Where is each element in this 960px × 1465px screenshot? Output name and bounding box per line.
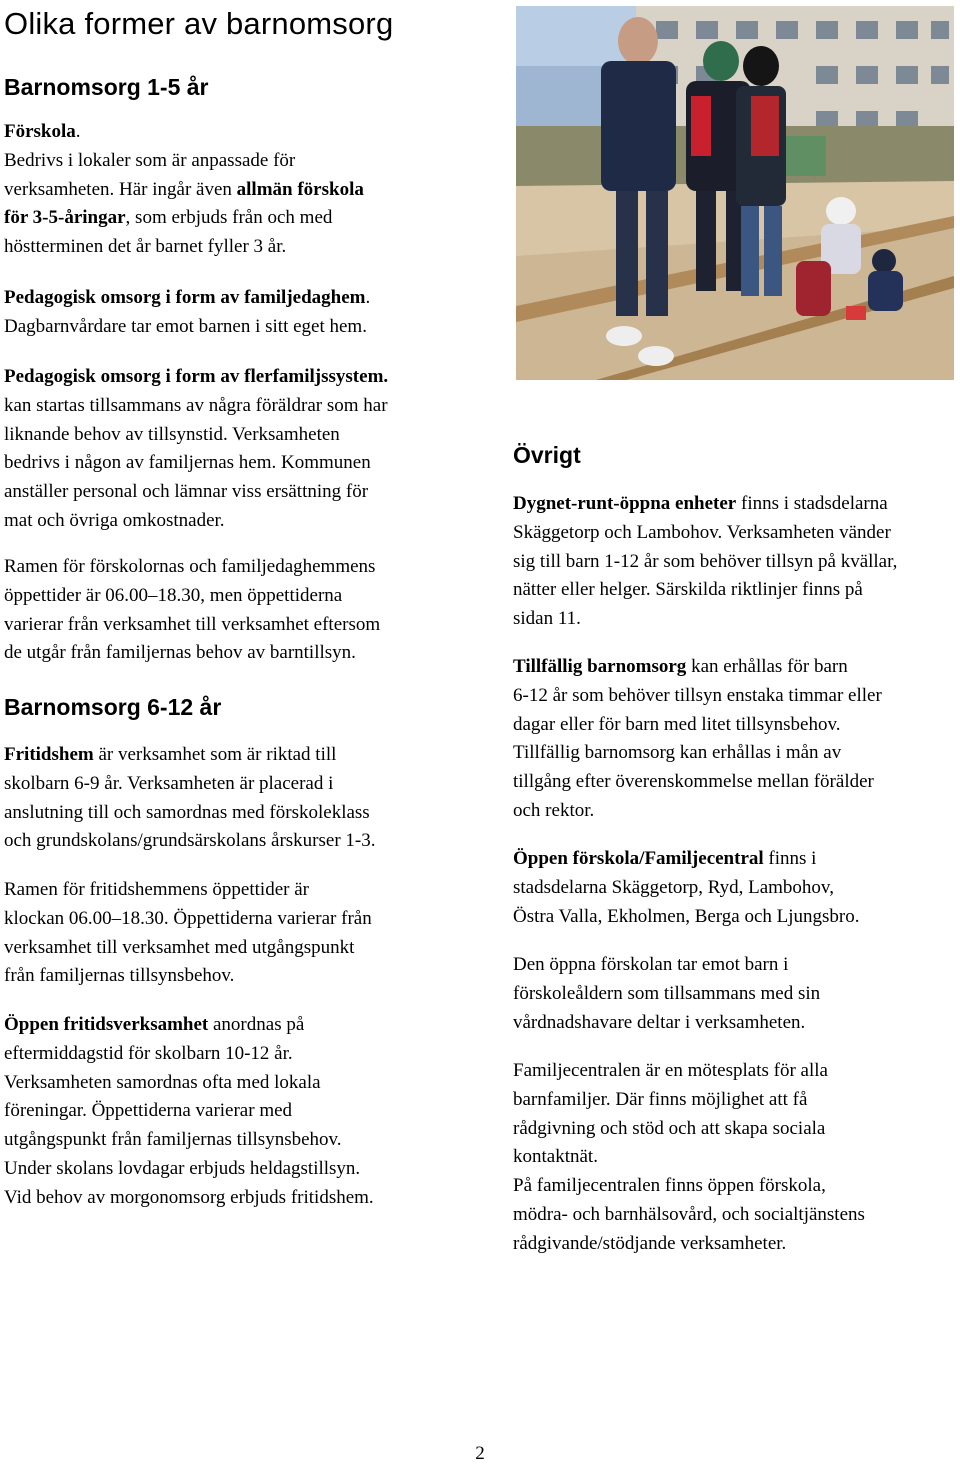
familjecentralen-line-2: barnfamiljer. Där finns möjlighet att få: [513, 1088, 808, 1110]
page-number: 2: [475, 1443, 485, 1464]
familjecentralen-line-6: mödra- och barnhälsovård, och socialtjänstens: [513, 1203, 865, 1225]
flerfamilj-line-1: [4, 363, 504, 392]
tillfallig-line-4: Tillfällig barnomsorg kan erhållas i mån av: [513, 742, 842, 764]
forskola-line-2: Bedrivs i lokaler som är anpassade för: [4, 149, 296, 171]
familjecentralen-line-3: rådgivning och stöd och att skapa sociala: [513, 1117, 826, 1139]
flerfamilj-heading: Pedagogisk omsorg i form av flerfamiljssystem.: [4, 366, 389, 387]
section-ramen-fritidshem: [4, 876, 504, 991]
fritidshem-heading: Fritidshem: [4, 744, 94, 765]
oppen-fritids-line-2: eftermiddagstid för skolbarn 10-12 år.: [4, 1042, 293, 1064]
section-ramen-forskola: [4, 553, 504, 668]
flerfamilj-line-6: mat och övriga omkostnader.: [4, 509, 225, 531]
section-tillfallig-barnomsorg: [513, 653, 958, 826]
flerfamilj-line-4: bedrivs i någon av familjernas hem. Kommunen: [4, 452, 371, 474]
flerfamilj-line-3: liknande behov av tillsynstid. Verksamheten: [4, 423, 340, 445]
familjedaghem-line-2: Dagbarnvårdare tar emot barnen i sitt eget hem.: [4, 315, 367, 337]
dygnet-line-5: sidan 11.: [513, 608, 581, 630]
oppen-forskola-line-1: Öppen förskola/Familjecentral finns i: [513, 848, 817, 869]
fritidshem-line-4: och grundskolans/grundsärskolans årskurser 1-3.: [4, 830, 376, 852]
flerfamilj-line-2: kan startas tillsammans av några föräldrar som har: [4, 394, 388, 416]
tillfallig-heading: Tillfällig barnomsorg: [513, 656, 687, 677]
section-dygnet-runt: [513, 490, 958, 634]
children-playground-photo: [516, 6, 954, 380]
forskola-line-1: Förskola.: [4, 121, 81, 142]
heading-barnomsorg-1-5: Barnomsorg 1-5 år: [4, 74, 209, 100]
fritidshem-line-1: Fritidshem är verksamhet som är riktad till: [4, 744, 337, 765]
tillfallig-line-6: och rektor.: [513, 799, 595, 821]
oppen-forskola-heading: Öppen förskola/Familjecentral: [513, 848, 764, 869]
section-oppen-forskola: [513, 845, 958, 931]
dygnet-line-1: Dygnet-runt-öppna enheter finns i stadsdelarna: [513, 493, 888, 514]
oppen-fritids-heading: Öppen fritidsverksamhet: [4, 1014, 209, 1035]
dygnet-heading: Dygnet-runt-öppna enheter: [513, 493, 737, 514]
familjecentralen-line-1: Familjecentralen är en mötesplats för alla: [513, 1060, 828, 1081]
tillfallig-line-2: 6-12 år som behöver tillsyn enstaka timmar eller: [513, 684, 882, 706]
oppen-forskola-line-3: Östra Valla, Ekholmen, Berga och Ljungsbro.: [513, 905, 860, 927]
oppen-forskola-line-2: stadsdelarna Skäggetorp, Ryd, Lambohov,: [513, 876, 834, 898]
ramen1-line-3: varierar från verksamhet till verksamhet eftersom: [4, 613, 381, 635]
dygnet-line-2: Skäggetorp och Lambohov. Verksamheten vänder: [513, 521, 891, 543]
section-familjedaghem: [4, 284, 504, 342]
ramen1-line-2: öppettider är 06.00–18.30, men öppettiderna: [4, 584, 343, 606]
forskola-line-3: verksamheten. Här ingår även allmän förskola: [4, 178, 364, 200]
oppen-fritids-line-7: Vid behov av morgonomsorg erbjuds fritidshem.: [4, 1186, 374, 1208]
ramen2-line-2: klockan 06.00–18.30. Öppettiderna varierar från: [4, 907, 372, 929]
familjedaghem-heading: Pedagogisk omsorg i form av familjedaghem: [4, 287, 366, 308]
den-oppna-line-2: förskoleåldern som tillsammans med sin: [513, 982, 821, 1004]
familjecentralen-line-4: kontaktnät.: [513, 1146, 598, 1168]
ramen1-line-4: de utgår från familjernas behov av barntillsyn.: [4, 642, 356, 664]
fritidshem-line-2: skolbarn 6-9 år. Verksamheten är placerad i: [4, 772, 334, 794]
tillfallig-line-3: dagar eller för barn med litet tillsynsbehov.: [513, 713, 841, 735]
ramen1-line-1: Ramen för förskolornas och familjedaghemmens: [4, 556, 376, 577]
den-oppna-line-3: vårdnadshavare deltar i verksamheten.: [513, 1011, 806, 1033]
photo-illustration: [516, 6, 954, 380]
oppen-fritids-line-6: Under skolans lovdagar erbjuds heldagstillsyn.: [4, 1157, 361, 1179]
ramen2-line-1: Ramen för fritidshemmens öppettider är: [4, 879, 309, 900]
familjecentralen-line-5: På familjecentralen finns öppen förskola,: [513, 1175, 826, 1197]
heading-barnomsorg-6-12: Barnomsorg 6-12 år: [4, 694, 222, 720]
oppen-fritids-line-4: föreningar. Öppettiderna varierar med: [4, 1100, 293, 1122]
familjedaghem-line-1: Pedagogisk omsorg i form av familjedaghem.: [4, 287, 371, 308]
ramen2-line-3: verksamhet till verksamhet med utgångspunkt: [4, 936, 355, 958]
heading-ovrigt: Övrigt: [513, 442, 581, 468]
section-forskola: [4, 118, 504, 262]
forskola-heading: Förskola: [4, 121, 76, 142]
oppen-fritids-line-1: Öppen fritidsverksamhet anordnas på: [4, 1014, 305, 1035]
oppen-fritids-line-5: utgångspunkt från familjernas tillsynsbehov.: [4, 1129, 342, 1151]
section-fritidshem: [4, 741, 504, 856]
familjecentralen-line-7: rådgivande/stödjande verksamheter.: [513, 1232, 787, 1254]
dygnet-line-4: nätter eller helger. Särskilda riktlinjer finns på: [513, 579, 863, 601]
section-flerfamiljssystem: [4, 363, 504, 536]
forskola-line-4: för 3-5-åringar, som erbjuds från och med: [4, 207, 333, 229]
forskola-line-5: höstterminen det år barnet fyller 3 år.: [4, 236, 287, 258]
flerfamilj-line-5: anställer personal och lämnar viss ersättning för: [4, 481, 369, 503]
tillfallig-line-1: Tillfällig barnomsorg kan erhållas för barn: [513, 656, 848, 677]
section-den-oppna-forskolan: [513, 951, 958, 1037]
ramen2-line-4: från familjernas tillsynsbehov.: [4, 965, 235, 987]
fritidshem-line-3: anslutning till och samordnas med förskoleklass: [4, 801, 370, 823]
den-oppna-line-1: Den öppna förskolan tar emot barn i: [513, 954, 789, 975]
page-title: Olika former av barnomsorg: [4, 6, 394, 41]
section-oppen-fritidsverksamhet: [4, 1011, 504, 1213]
oppen-fritids-line-3: Verksamheten samordnas ofta med lokala: [4, 1071, 321, 1093]
section-familjecentralen: [513, 1057, 958, 1259]
tillfallig-line-5: tillgång efter överenskommelse mellan förälder: [513, 771, 874, 793]
dygnet-line-3: sig till barn 1-12 år som behöver tillsyn på kvällar,: [513, 550, 898, 572]
